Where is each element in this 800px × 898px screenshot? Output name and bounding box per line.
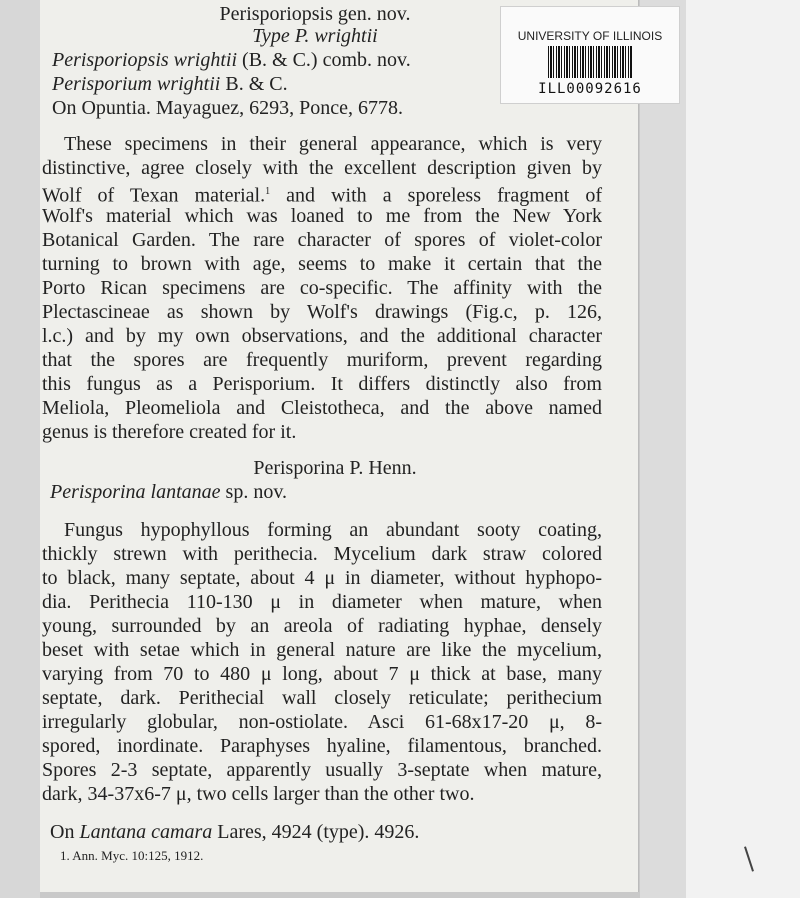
host-name: Lantana camara — [79, 821, 213, 843]
para1-line: Meliola, Pleomeliola and Cleistotheca, and the above named — [42, 397, 602, 419]
genus-heading-2: Perisporina P. Henn. — [253, 457, 417, 479]
para1-line: Wolf's material which was loaned to me from the New York — [42, 205, 602, 227]
para2-line: beset with setae which in general nature are like the mycelium, — [42, 639, 602, 661]
locality-line: On Opuntia. Mayaguez, 6293, Ponce, 6778. — [52, 97, 404, 119]
genus-heading: Perisporiopsis gen. nov. — [219, 3, 411, 25]
locality-prefix: On — [50, 821, 80, 843]
para2-line: Fungus hypophyllous forming an abundant sooty coating, — [64, 519, 602, 541]
footnote-marker: 1 — [265, 186, 271, 197]
species-name: Perisporina lantanae — [50, 481, 221, 503]
para2-line: Spores 2-3 septate, apparently usually 3-septate when mature, — [42, 759, 602, 781]
species-status: sp. nov. — [220, 481, 288, 503]
para2-line: young, surrounded by an areola of radiating hyphae, densely — [42, 615, 602, 637]
locality-line-2 — [50, 820, 419, 844]
para1-text: Wolf of Texan material. — [42, 184, 266, 207]
para1-line: this fungus as a Perisporium. It differs distinctly also from — [42, 373, 602, 395]
synonym-line — [52, 72, 288, 96]
para2-line: irregularly globular, non-ostiolate. Asci 61-68x17-20 μ, 8- — [42, 711, 602, 733]
para2-line: dark, 34-37x6-7 μ, two cells larger than the other two. — [42, 783, 475, 805]
printed-page — [40, 0, 638, 892]
combination-species: Perisporiopsis wrightii — [52, 49, 238, 71]
institution-name: UNIVERSITY OF ILLINOIS — [517, 29, 663, 43]
para1-line: turning to brown with age, seems to make it certain that the — [42, 253, 602, 275]
species-line — [50, 480, 287, 504]
combination-authority: (B. & C.) comb. nov. — [237, 49, 411, 71]
herbarium-sheet-margin — [686, 0, 800, 898]
para2-line: dia. Perithecia 110-130 μ in diameter when mature, when — [42, 591, 602, 613]
para1-text: and with a sporeless fragment of — [270, 184, 602, 207]
synonym-species: Perisporium wrightii — [52, 73, 221, 95]
para1-line: distinctive, agree closely with the excellent description given by — [42, 157, 602, 179]
para1-line: Porto Rican specimens are co-specific. The affinity with the — [42, 277, 602, 299]
scan-left-edge — [0, 0, 40, 898]
combination-line — [52, 48, 411, 72]
para2-line: spored, inordinate. Paraphyses hyaline, filamentous, branched. — [42, 735, 602, 757]
synonym-authority: B. & C. — [220, 73, 288, 95]
barcode-icon — [548, 46, 632, 78]
para2-line: varying from 70 to 480 μ long, about 7 μ thick at base, many — [42, 663, 602, 685]
catalog-number: ILL00092616 — [538, 81, 642, 97]
herbarium-sheet-backing — [640, 0, 686, 898]
para2-line: thickly strewn with perithecia. Mycelium dark straw colored — [42, 543, 602, 565]
para2-line: to black, many septate, about 4 μ in diameter, without hyphopo- — [42, 567, 602, 589]
para1-line: Plectascineae as shown by Wolf's drawings (Fig.c, p. 126, — [42, 301, 602, 323]
para1-line: l.c.) and by my own observations, and the additional character — [42, 325, 602, 347]
para1-line: These specimens in their general appearance, which is very — [64, 133, 602, 155]
para1-line: Botanical Garden. The rare character of spores of violet-color — [42, 229, 602, 251]
para2-line: septate, dark. Perithecial wall closely reticulate; perithecium — [42, 687, 602, 709]
barcode-label — [500, 6, 680, 104]
para1-line: genus is therefore created for it. — [42, 421, 297, 443]
locality-rest: Lares, 4924 (type). 4926. — [212, 821, 420, 843]
para1-line: that the spores are frequently muriform, prevent regarding — [42, 349, 602, 371]
type-line: Type P. wrightii — [252, 25, 378, 47]
footnote: 1. Ann. Myc. 10:125, 1912. — [60, 848, 204, 863]
